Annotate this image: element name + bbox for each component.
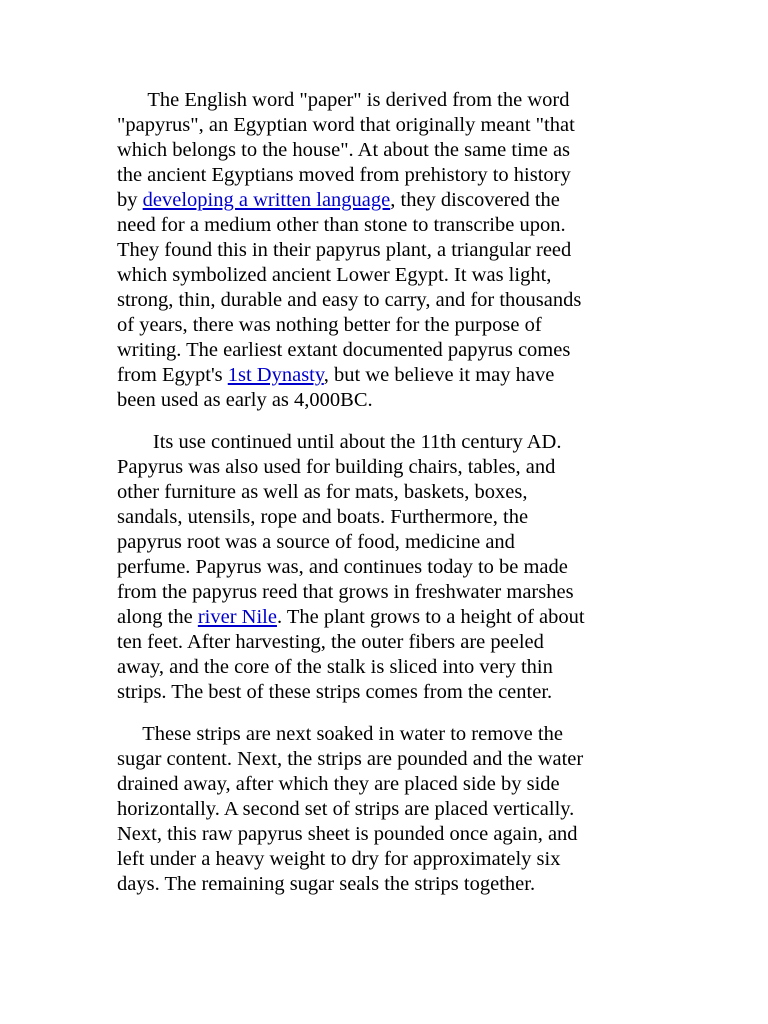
text-line (117, 263, 647, 288)
text-run: sugar content. Next, the strips are pounded and the water (117, 748, 584, 770)
text-line (117, 238, 647, 263)
text-line (117, 747, 647, 772)
text-line (117, 797, 647, 822)
text-line (117, 213, 647, 238)
text-line (117, 655, 647, 680)
paragraph-3 (117, 722, 647, 897)
text-run: need for a medium other than stone to transcribe upon. (117, 214, 566, 236)
text-run: the ancient Egyptians moved from prehistory to history (117, 164, 571, 186)
text-run: Papyrus was also used for building chairs, tables, and (117, 456, 556, 478)
link-developing-a-written-language[interactable]: developing a written language (142, 189, 391, 211)
text-line (117, 480, 647, 505)
text-run: strong, thin, durable and easy to carry, and for thousands (117, 289, 582, 311)
text-line (117, 555, 647, 580)
link-1st-dynasty[interactable]: 1st Dynasty (227, 364, 324, 386)
link-river-nile[interactable]: river Nile (197, 606, 277, 628)
text-run: along the (117, 606, 198, 628)
text-run: , but we believe it may have (323, 364, 555, 386)
text-run: been used as early as 4,000BC. (117, 389, 373, 411)
text-run: The English word "paper" is derived from the word (147, 89, 570, 111)
text-run: left under a heavy weight to dry for approximately six (117, 848, 561, 870)
text-line (117, 822, 647, 847)
text-line (117, 88, 647, 113)
text-run: writing. The earliest extant documented papyrus comes (117, 339, 571, 361)
text-line (117, 188, 647, 213)
text-line (117, 338, 647, 363)
text-run: other furniture as well as for mats, baskets, boxes, (117, 481, 528, 503)
text-line (117, 163, 647, 188)
text-run: "papyrus", an Egyptian word that originally meant "that (117, 114, 575, 136)
text-line (117, 455, 647, 480)
text-run: which belongs to the house". At about the same time as (117, 139, 571, 161)
text-line (117, 847, 647, 872)
text-run: These strips are next soaked in water to remove the (142, 723, 563, 745)
text-run: days. The remaining sugar seals the strips together. (117, 873, 536, 895)
text-run: by (117, 189, 143, 211)
text-line (117, 430, 647, 455)
document-page (117, 88, 647, 914)
text-run: ten feet. After harvesting, the outer fibers are peeled (117, 631, 544, 653)
text-run: Next, this raw papyrus sheet is pounded once again, and (117, 823, 578, 845)
text-run: , they discovered the (390, 189, 560, 211)
text-line (117, 530, 647, 555)
text-run: from Egypt's (117, 364, 228, 386)
text-line (117, 772, 647, 797)
text-line (117, 722, 647, 747)
paragraph-1 (117, 88, 647, 413)
text-line (117, 680, 647, 705)
text-line (117, 605, 647, 630)
text-line (117, 580, 647, 605)
text-run: papyrus root was a source of food, medicine and (117, 531, 515, 553)
text-run: drained away, after which they are placed side by side (117, 773, 560, 795)
text-run: which symbolized ancient Lower Egypt. It was light, (117, 264, 552, 286)
paragraph-indent (117, 89, 147, 111)
text-run: of years, there was nothing better for the purpose of (117, 314, 542, 336)
text-line (117, 313, 647, 338)
text-run: horizontally. A second set of strips are placed vertically. (117, 798, 575, 820)
text-line (117, 363, 647, 388)
text-line (117, 113, 647, 138)
paragraph-indent (117, 723, 142, 745)
text-line (117, 505, 647, 530)
text-run: from the papyrus reed that grows in freshwater marshes (117, 581, 574, 603)
text-line (117, 630, 647, 655)
text-run: away, and the core of the stalk is sliced into very thin (117, 656, 553, 678)
text-line (117, 388, 647, 413)
paragraph-2 (117, 430, 647, 705)
text-run: perfume. Papyrus was, and continues today to be made (117, 556, 568, 578)
text-line (117, 288, 647, 313)
text-run: They found this in their papyrus plant, a triangular reed (117, 239, 572, 261)
paragraph-indent (117, 431, 153, 453)
text-run: sandals, utensils, rope and boats. Furthermore, the (117, 506, 529, 528)
text-line (117, 138, 647, 163)
text-run: Its use continued until about the 11th century AD. (152, 431, 562, 453)
text-line (117, 872, 647, 897)
text-run: . The plant grows to a height of about (276, 606, 585, 628)
text-run: strips. The best of these strips comes from the center. (117, 681, 553, 703)
